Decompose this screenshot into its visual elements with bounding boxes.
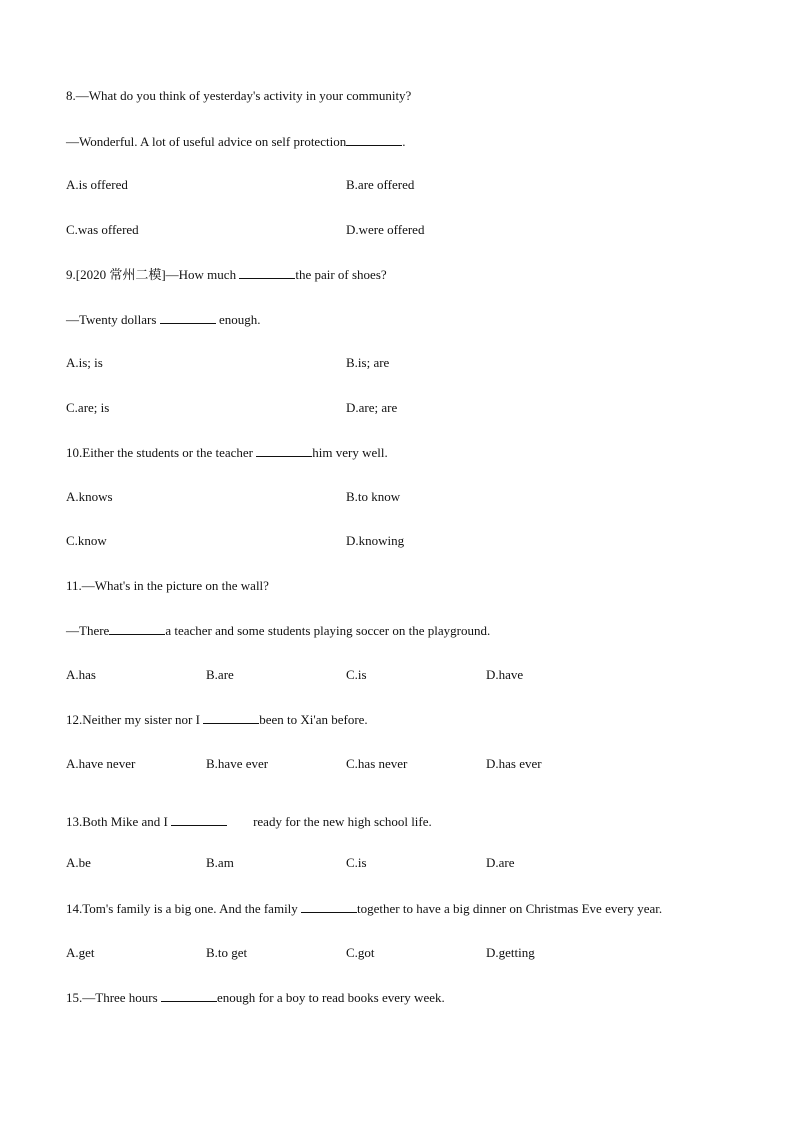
option-c[interactable]: C.is [346, 855, 367, 870]
answer-blank[interactable] [301, 900, 357, 913]
option-a[interactable]: A.knows [66, 489, 113, 504]
option-b[interactable]: B.to know [346, 489, 401, 504]
answer-blank[interactable] [171, 813, 227, 826]
option-b[interactable]: B.is; are [346, 355, 390, 370]
answer-blank[interactable] [256, 444, 312, 457]
question-12-stem: 12.Neither my sister nor I been to Xi'an before. [66, 712, 368, 727]
question-8-stem: 8.—What do you think of yesterday's activity in your community? [66, 88, 412, 103]
question-10-stem: 10.Either the students or the teacher him very well. [66, 445, 388, 460]
option-c[interactable]: C.are; is [66, 400, 110, 415]
option-c[interactable]: C.was offered [66, 222, 139, 237]
question-15-stem: 15.—Three hours enough for a boy to read books every week. [66, 990, 445, 1005]
option-a[interactable]: A.have never [66, 756, 136, 771]
question-14-stem: 14.Tom's family is a big one. And the family together to have a big dinner on Christmas Eve every year. [66, 901, 663, 916]
answer-blank[interactable] [160, 311, 216, 324]
question-9-stem: 9.[2020 常州二模]—How much the pair of shoes? [66, 267, 387, 282]
question-11-stem: 11.—What's in the picture on the wall? [66, 578, 269, 593]
question-13-stem: 13.Both Mike and I ready for the new high school life. [66, 814, 432, 829]
option-a[interactable]: A.is offered [66, 177, 128, 192]
option-c[interactable]: C.got [346, 945, 375, 960]
option-d[interactable]: D.are; are [346, 400, 398, 415]
answer-blank[interactable] [109, 622, 165, 635]
option-c[interactable]: C.has never [346, 756, 408, 771]
option-a[interactable]: A.has [66, 667, 96, 682]
option-d[interactable]: D.knowing [346, 533, 405, 548]
option-a[interactable]: A.is; is [66, 355, 103, 370]
answer-blank[interactable] [203, 711, 259, 724]
option-b[interactable]: B.am [206, 855, 234, 870]
option-d[interactable]: D.getting [486, 945, 535, 960]
option-d[interactable]: D.has ever [486, 756, 542, 771]
option-b[interactable]: B.are offered [346, 177, 415, 192]
option-b[interactable]: B.are [206, 667, 234, 682]
option-b[interactable]: B.to get [206, 945, 248, 960]
option-a[interactable]: A.be [66, 855, 91, 870]
question-9-reply: —Twenty dollars enough. [66, 312, 261, 327]
answer-blank[interactable] [346, 133, 402, 146]
question-11-reply: —There a teacher and some students playing soccer on the playground. [66, 623, 491, 638]
answer-blank[interactable] [239, 266, 295, 279]
option-d[interactable]: D.were offered [346, 222, 425, 237]
answer-blank[interactable] [161, 989, 217, 1002]
option-c[interactable]: C.know [66, 533, 107, 548]
question-8-reply: —Wonderful. A lot of useful advice on self protection . [66, 134, 406, 149]
option-d[interactable]: D.have [486, 667, 524, 682]
option-d[interactable]: D.are [486, 855, 515, 870]
option-a[interactable]: A.get [66, 945, 95, 960]
option-c[interactable]: C.is [346, 667, 367, 682]
option-b[interactable]: B.have ever [206, 756, 269, 771]
